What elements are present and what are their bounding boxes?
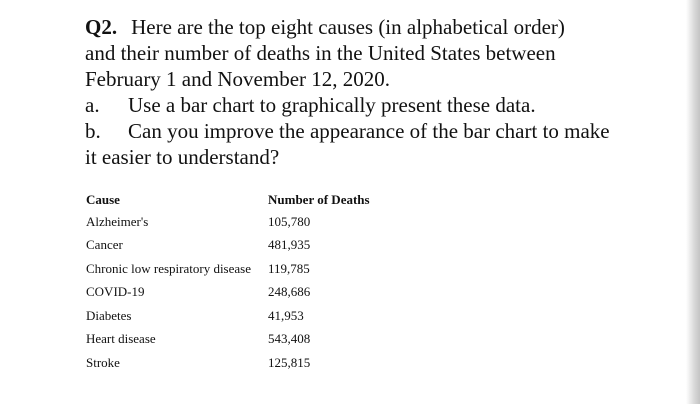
cell-deaths: 41,953 [268, 307, 304, 323]
table-row [86, 257, 408, 281]
item-a-marker: a. [85, 93, 100, 117]
header-cause: Cause [86, 192, 120, 207]
table-row [86, 234, 408, 258]
question-line-3: February 1 and November 12, 2020. [85, 67, 391, 91]
item-a-text: Use a bar chart to graphically present these data. [128, 93, 536, 117]
cell-cause: Stroke [86, 354, 120, 370]
question-line-last: it easier to understand? [85, 145, 280, 169]
deaths-table [86, 190, 408, 375]
cell-cause: Alzheimer's [86, 213, 149, 229]
question-text [85, 14, 675, 170]
question-line-1 [85, 14, 675, 40]
cell-deaths: 543,408 [268, 331, 311, 347]
table-row [86, 351, 408, 375]
cell-cause: Chronic low respiratory disease [86, 260, 251, 276]
question-item-b [85, 118, 675, 144]
question-item-a [85, 92, 675, 118]
cell-cause: Heart disease [86, 331, 156, 347]
cell-deaths: 105,780 [268, 213, 311, 229]
question-line-2: and their number of deaths in the United States between [85, 41, 556, 65]
table-row [86, 210, 408, 234]
cell-cause: COVID-19 [86, 284, 145, 300]
cell-cause: Diabetes [86, 307, 132, 323]
question-line-1-text: Here are the top eight causes (in alphabetical order) [131, 15, 565, 39]
question-number: Q2. [85, 15, 118, 39]
table-row [86, 328, 408, 352]
cell-cause: Cancer [86, 237, 123, 253]
item-b-text: Can you improve the appearance of the bar chart to make [128, 119, 610, 143]
cell-deaths: 248,686 [268, 284, 311, 300]
header-number-of-deaths: Number of Deaths [268, 192, 370, 207]
page-edge-shadow [686, 0, 700, 404]
cell-deaths: 125,815 [268, 354, 311, 370]
item-b-marker: b. [85, 119, 101, 143]
cell-deaths: 119,785 [268, 260, 310, 276]
table-header-row [86, 190, 408, 210]
table-row [86, 281, 408, 305]
table-row [86, 304, 408, 328]
cell-deaths: 481,935 [268, 237, 311, 253]
